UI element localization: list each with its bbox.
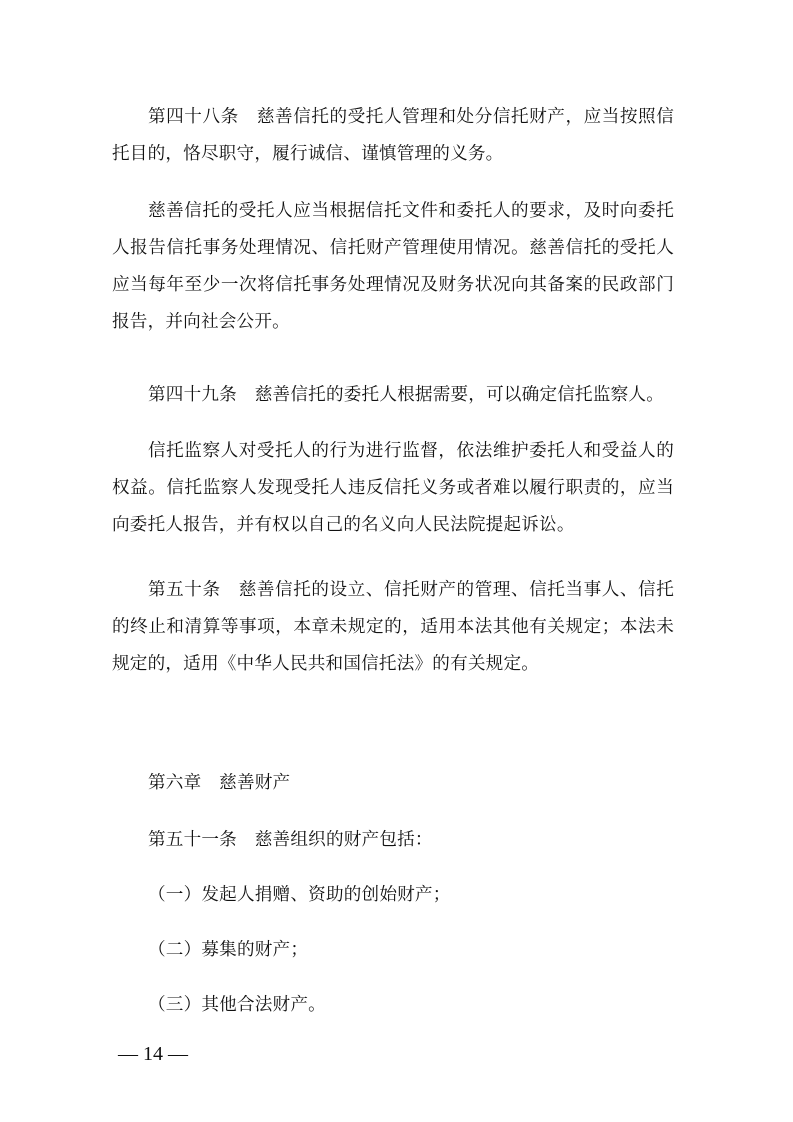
article-48-paragraph: 第四十八条 慈善信托的受托人管理和处分信托财产，应当按照信托目的，恪尽职守，履行诚信、谨慎管理的义务。 (112, 107, 674, 164)
list-item-1: （一）发起人捐赠、资助的创始财产； (148, 885, 451, 905)
article-51-paragraph: 第五十一条 慈善组织的财产包括： (148, 830, 433, 850)
page-number: — 14 — (118, 1043, 188, 1065)
article-50-paragraph: 第五十条 慈善信托的设立、信托财产的管理、信托当事人、信托的终止和清算等事项，本章未规定的，适用本法其他有关规定；本法未规定的，适用《中华人民共和国信托法》的有关规定。 (112, 580, 674, 674)
article-49-paragraph: 第四十九条 慈善信托的委托人根据需要，可以确定信托监察人。 (148, 385, 665, 405)
list-item-3: （三）其他合法财产。 (148, 995, 326, 1015)
chapter-6-heading: 第六章 慈善财产 (148, 773, 291, 793)
article-48-reporting-paragraph: 慈善信托的受托人应当根据信托文件和委托人的要求，及时向委托人报告信托事务处理情况、信托财产管理使用情况。慈善信托的受托人应当每年至少一次将信托事务处理情况及财务状况向其备案的民政部门报告，并向社会公开。 (112, 201, 674, 332)
supervisor-duties-paragraph: 信托监察人对受托人的行为进行监督，依法维护委托人和受益人的权益。信托监察人发现受托人违反信托义务或者难以履行职责的，应当向委托人报告，并有权以自己的名义向人民法院提起诉讼。 (112, 441, 674, 535)
list-item-2: （二）募集的财产； (148, 940, 309, 960)
